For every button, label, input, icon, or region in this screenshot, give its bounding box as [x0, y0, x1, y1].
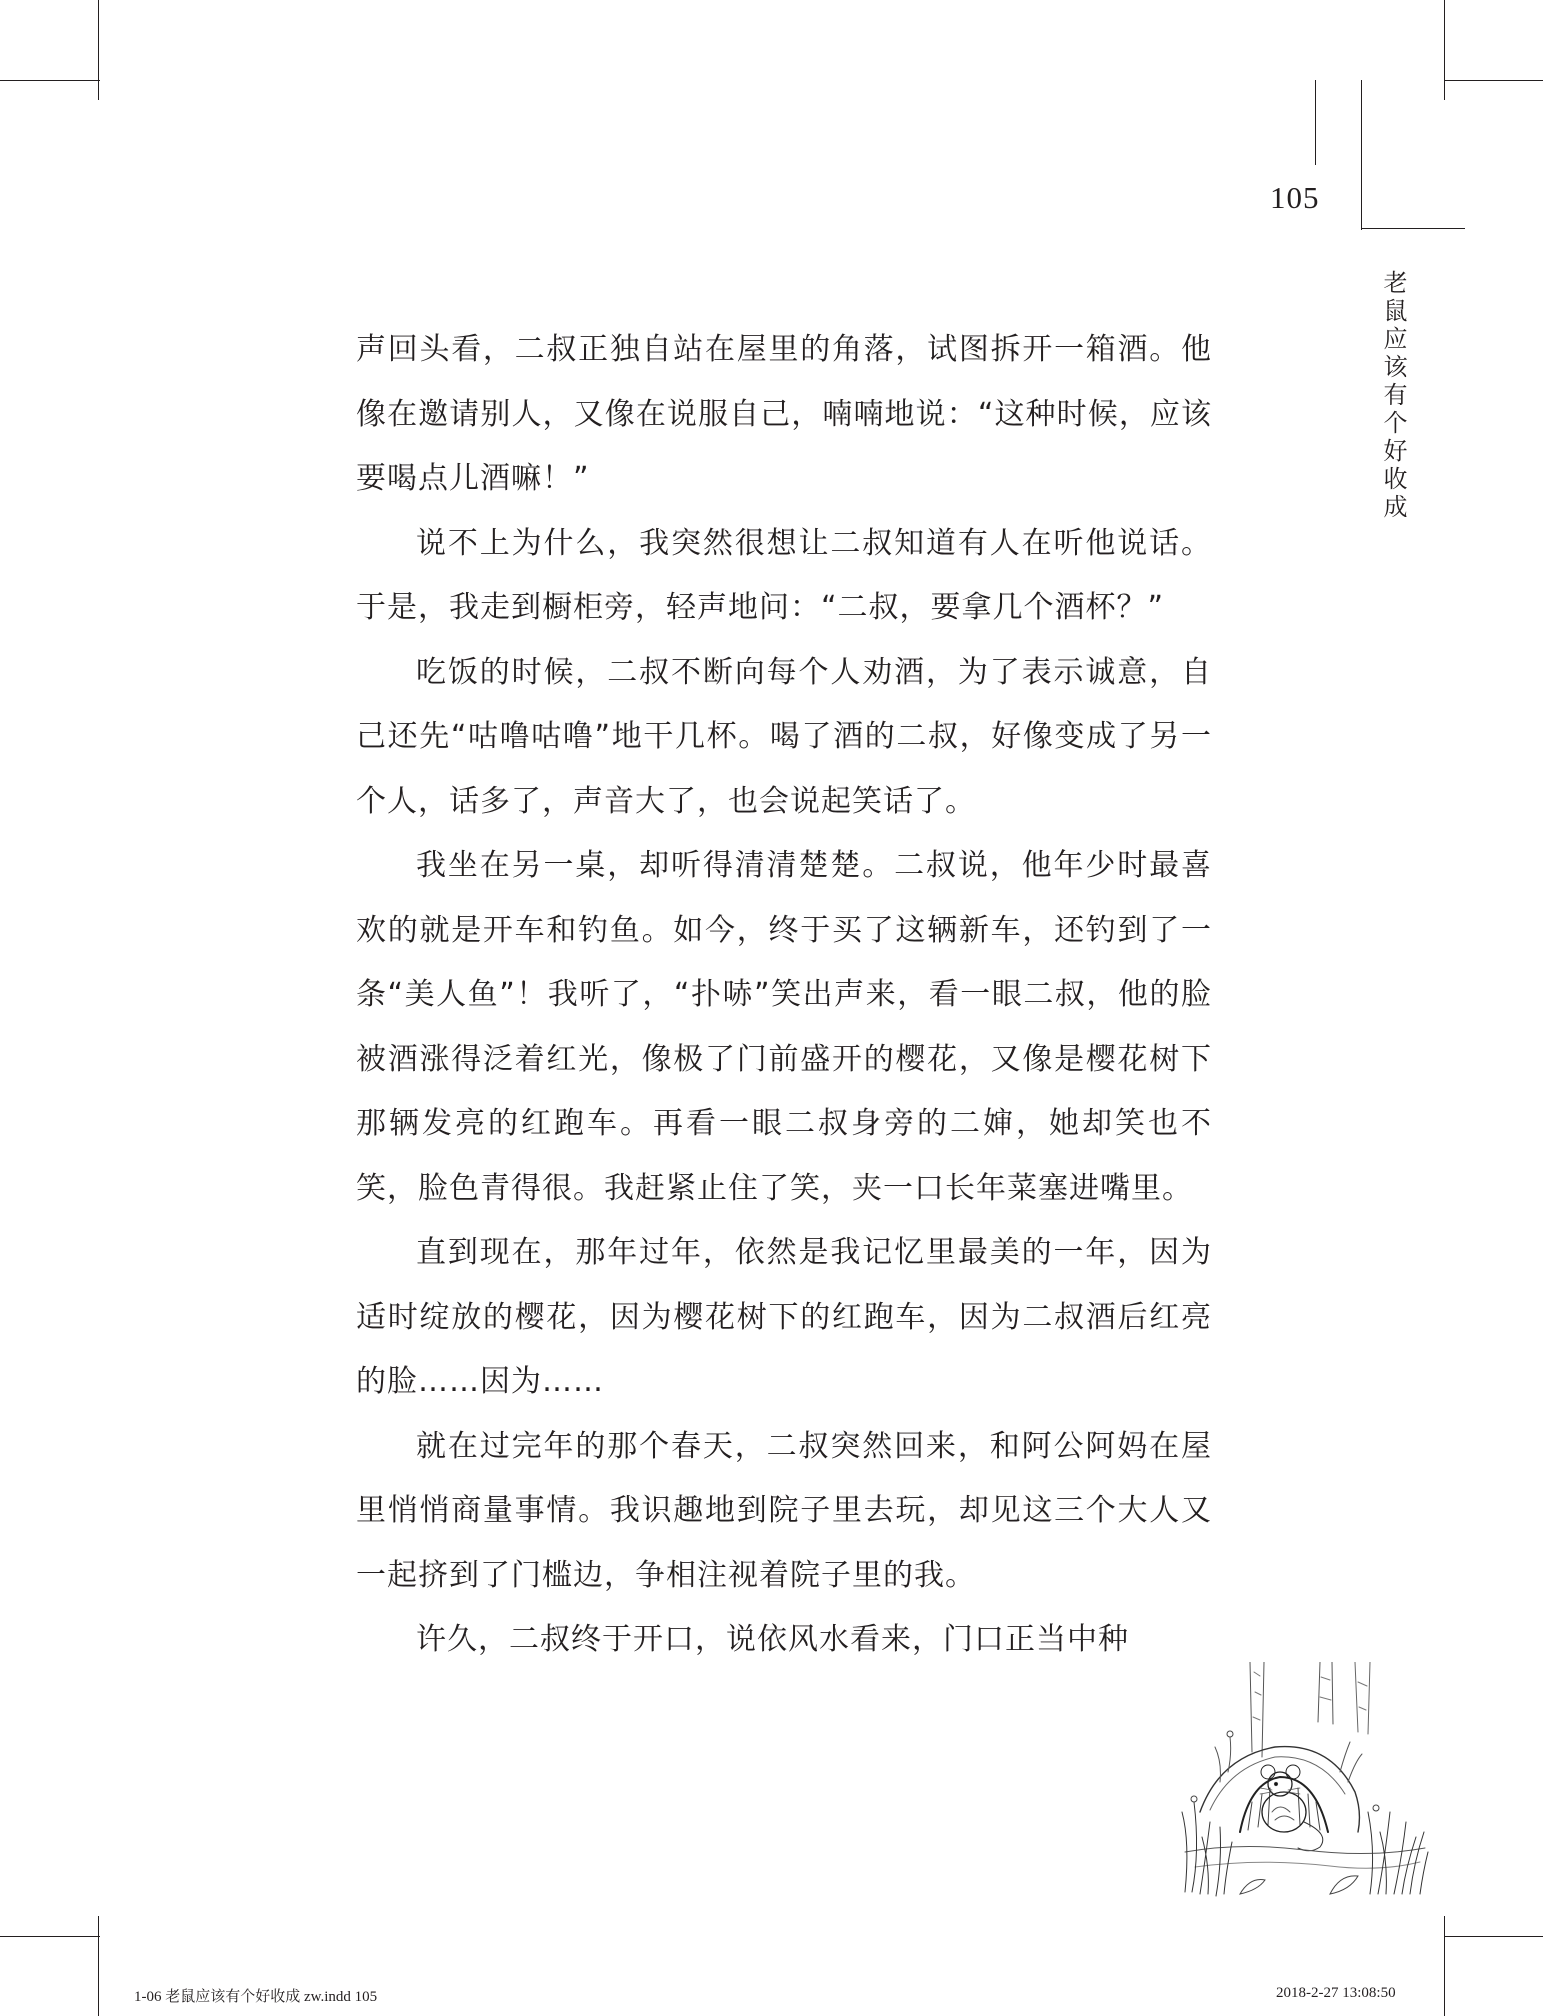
paragraph: 声回头看，二叔正独自站在屋里的角落，试图拆开一箱酒。他像在邀请别人，又像在说服自己，喃喃地说：“这种时候，应该要喝点儿酒嘛！”	[356, 332, 1212, 496]
paragraph: 说不上为什么，我突然很想让二叔知道有人在听他说话。于是，我走到橱柜旁，轻声地问：“二叔，要拿几个酒杯？”	[356, 525, 1212, 625]
paragraph: 就在过完年的那个春天，二叔突然回来，和阿公阿妈在屋里悄悄商量事情。我识趣地到院子里去玩，却见这三个大人又一起挤到了门槛边，争相注视着院子里的我。	[356, 1428, 1212, 1593]
paragraph: 许久，二叔终于开口，说依风水看来，门口正当中种	[416, 1622, 1129, 1657]
crop-mark	[1361, 228, 1465, 229]
crop-mark	[1361, 80, 1362, 230]
crop-mark	[98, 1916, 99, 2016]
crop-mark	[98, 0, 99, 100]
paragraph: 直到现在，那年过年，依然是我记忆里最美的一年，因为适时绽放的樱花，因为樱花树下的红跑车，因为二叔酒后红亮的脸……因为……	[356, 1235, 1212, 1399]
body-text	[356, 318, 1212, 1673]
file-info: 1-06 老鼠应该有个好收成 zw.indd 105	[134, 1989, 378, 2005]
page-number: 105	[1270, 180, 1320, 215]
crop-mark	[1444, 1936, 1543, 1937]
crop-mark	[1444, 1916, 1445, 2016]
crop-mark	[1315, 80, 1316, 165]
paragraph: 吃饭的时候，二叔不断向每个人劝酒，为了表示诚意，自己还先“咕噜咕噜”地干几杯。喝了酒的二叔，好像变成了另一个人，话多了，声音大了，也会说起笑话了。	[356, 654, 1212, 819]
crop-mark	[0, 1936, 100, 1937]
running-title: 老鼠应该有个好收成	[1379, 270, 1407, 522]
paragraph: 我坐在另一桌，却听得清清楚楚。二叔说，他年少时最喜欢的就是开车和钓鱼。如今，终于买了这辆新车，还钓到了一条“美人鱼”！我听了，“扑哧”笑出声来，看一眼二叔，他的脸被酒涨得泛着红光，像极了门前盛开的樱花，又像是樱花树下那辆发亮的红跑车。再看一眼二叔身旁的二婶，她却笑也不笑，脸色青得很。我赶紧止住了笑，夹一口长年菜塞进嘴里。	[356, 848, 1212, 1206]
crop-mark	[1444, 0, 1445, 100]
crop-mark	[1444, 80, 1543, 81]
mouse-in-grass-sketch-icon	[1180, 1662, 1430, 1898]
crop-mark	[0, 80, 100, 81]
timestamp: 2018-2-27 13:08:50	[1276, 1985, 1396, 2001]
